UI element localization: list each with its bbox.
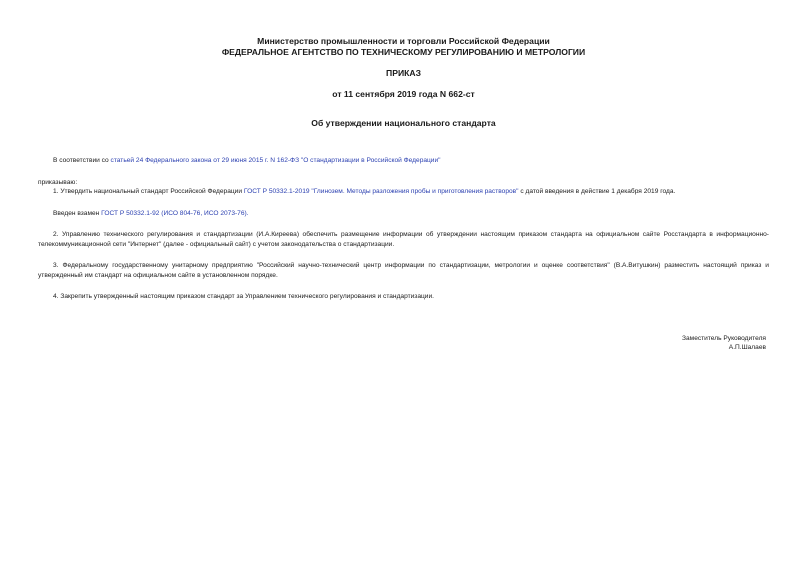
item-2-paragraph: 2. Управлению технического регулирования и стандартизации (И.А.Киреева) обеспечить размещение информации об утверждении настоящим приказом стандарта на официальном сайте Росстандарта в информационно-телекоммуникационной сети "Интернет" (далее - официальный сайт) с учетом законодательства о стандартизации. — [38, 231, 769, 248]
replacement-paragraph — [53, 209, 249, 219]
intro-prefix: В соответствии со — [53, 157, 111, 164]
ministry-heading: Министерство промышленности и торговли Российской Федерации — [257, 36, 550, 46]
signature-title: Заместитель Руководителя — [682, 335, 766, 342]
federal-law-link[interactable]: статьей 24 Федерального закона от 29 июня 2015 г. N 162-ФЗ "О стандартизации в Российской Федерации" — [110, 157, 441, 164]
date-number-heading: от 11 сентября 2019 года N 662-ст — [332, 89, 475, 99]
gost-2019-link[interactable]: ГОСТ Р 50332.1-2019 "Глинозем. Методы разложения пробы и приготовления растворов" — [243, 188, 519, 195]
subject-heading: Об утверждении национального стандарта — [311, 118, 496, 128]
order-word: приказываю: — [38, 179, 78, 186]
item-4-paragraph: 4. Закрепить утвержденный настоящим приказом стандарт за Управлением технического регулирования и стандартизации. — [53, 293, 434, 300]
gost-1992-link[interactable]: ГОСТ Р 50332.1-92 (ИСО 804-76, ИСО 2073-76). — [101, 210, 249, 217]
item-3-paragraph: 3. Федеральному государственному унитарному предприятию "Российский научно-технический центр информации по стандартизации, метрологии и оценке соответствия" (В.А.Витушкин) разместить настоящий приказ и утвержденный им стандарт на официальном сайте в установленном порядке. — [38, 262, 769, 279]
item-1-suffix: с датой введения в действие 1 декабря 2019 года. — [518, 188, 676, 195]
intro-paragraph — [53, 156, 441, 166]
item-1-prefix: 1. Утвердить национальный стандарт Российской Федерации — [53, 188, 244, 195]
signature-name: А.П.Шалаев — [728, 344, 766, 351]
item-1-paragraph — [53, 187, 675, 197]
doc-type-heading: ПРИКАЗ — [386, 68, 421, 78]
replacement-prefix: Введен взамен — [53, 210, 102, 217]
agency-heading: ФЕДЕРАЛЬНОЕ АГЕНТСТВО ПО ТЕХНИЧЕСКОМУ РЕГУЛИРОВАНИЮ И МЕТРОЛОГИИ — [221, 47, 586, 57]
